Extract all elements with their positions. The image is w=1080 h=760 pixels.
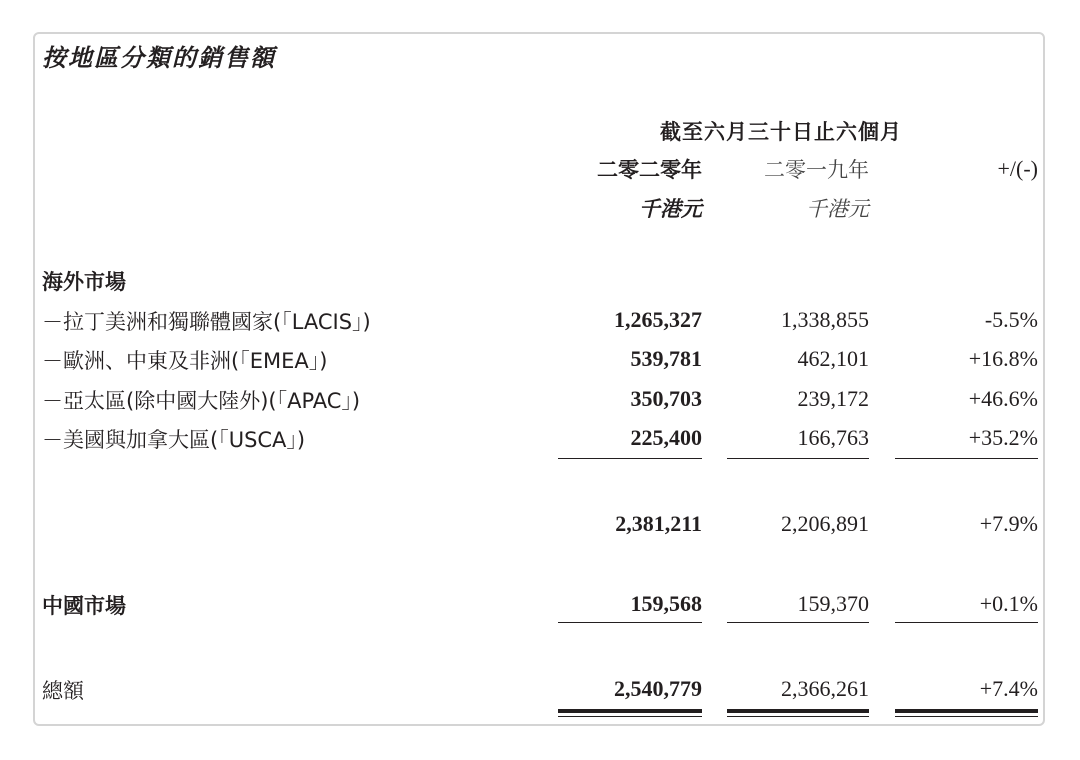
row-label: －美國與加拿大區(「USCA」) (42, 428, 306, 452)
china-2019: 159,370 (797, 591, 869, 616)
double-rule (895, 716, 1038, 717)
rule (558, 458, 702, 459)
subtotal-2019: 2,206,891 (781, 511, 869, 536)
value-2019: 166,763 (797, 425, 869, 450)
china-2020: 159,568 (630, 591, 702, 616)
china-change: +0.1% (979, 591, 1038, 616)
rule (895, 622, 1038, 623)
total-2020: 2,540,779 (614, 676, 702, 701)
period-header: 截至六月三十日止六個月 (660, 120, 902, 144)
value-2020: 1,265,327 (614, 307, 702, 332)
section-overseas: 海外市場 (42, 270, 126, 294)
value-2019: 1,338,855 (781, 307, 869, 332)
section-china: 中國市場 (42, 594, 126, 618)
double-rule (727, 709, 869, 713)
value-2019: 239,172 (797, 386, 869, 411)
value-2020: 350,703 (630, 386, 702, 411)
total-2019: 2,366,261 (781, 676, 869, 701)
row-label: －拉丁美洲和獨聯體國家(「LACIS」) (42, 310, 371, 334)
total-change: +7.4% (979, 676, 1038, 701)
unit-2020: 千港元 (639, 197, 702, 221)
double-rule (558, 709, 702, 713)
total-label: 總額 (42, 679, 84, 703)
value-change: +46.6% (968, 386, 1038, 411)
column-header-change: +/(-) (997, 156, 1038, 181)
double-rule (727, 716, 869, 717)
page-title: 按地區分類的銷售額 (42, 44, 276, 72)
double-rule (558, 716, 702, 717)
value-change: +35.2% (968, 425, 1038, 450)
row-label: －歐洲、中東及非洲(「EMEA」) (42, 349, 328, 373)
subtotal-2020: 2,381,211 (615, 511, 702, 536)
column-header-2020: 二零二零年 (597, 158, 702, 182)
rule (727, 622, 869, 623)
value-change: -5.5% (984, 307, 1038, 332)
unit-2019: 千港元 (806, 197, 869, 221)
row-label: －亞太區(除中國大陸外)(「APAC」) (42, 389, 361, 413)
value-2020: 225,400 (630, 425, 702, 450)
rule (558, 622, 702, 623)
column-header-2019: 二零一九年 (764, 158, 869, 182)
value-change: +16.8% (968, 346, 1038, 371)
subtotal-change: +7.9% (979, 511, 1038, 536)
double-rule (895, 709, 1038, 713)
value-2019: 462,101 (797, 346, 869, 371)
value-2020: 539,781 (630, 346, 702, 371)
rule (727, 458, 869, 459)
rule (895, 458, 1038, 459)
